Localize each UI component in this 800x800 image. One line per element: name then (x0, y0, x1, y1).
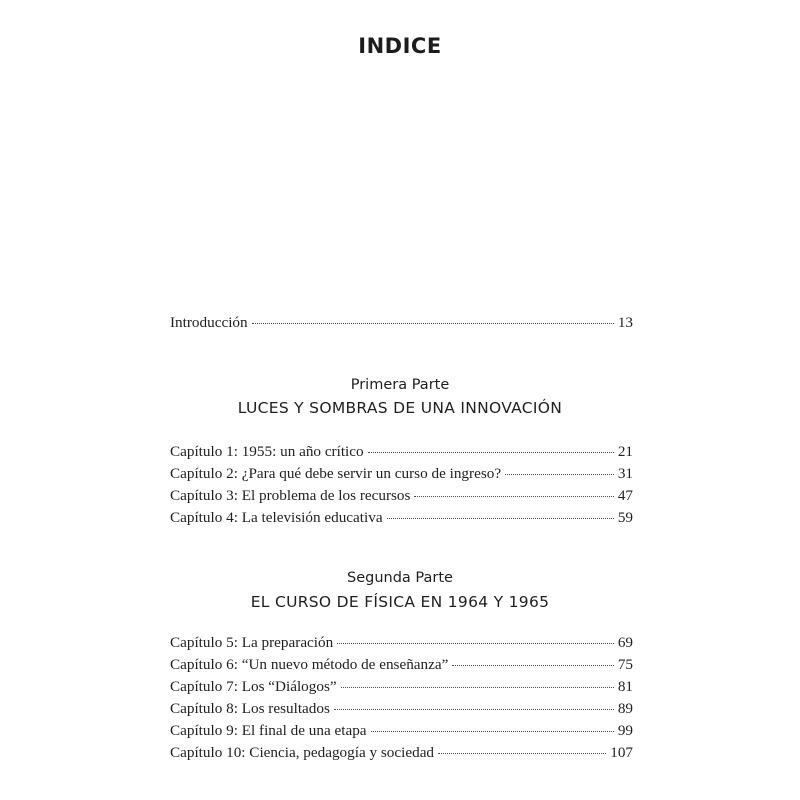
toc-entry-page: 47 (617, 487, 633, 504)
toc-entry-chapter-5 (170, 634, 633, 654)
toc-entry-page: 13 (617, 314, 633, 331)
toc-entry-chapter-8 (170, 700, 633, 720)
part-1-label: Primera Parte (350, 377, 450, 393)
toc-entry-label: Introducción (170, 314, 248, 331)
toc-entry-label: Capítulo 8: Los resultados (170, 700, 330, 717)
toc-entry-page: 75 (617, 656, 633, 673)
dot-leader (368, 452, 614, 453)
toc-entry-label: Capítulo 5: La preparación (170, 634, 334, 651)
dot-leader (387, 518, 614, 519)
part-2-title: EL CURSO DE FÍSICA EN 1964 Y 1965 (250, 593, 550, 611)
toc-entry-label: Capítulo 10: Ciencia, pedagogía y sociedad (170, 744, 435, 761)
toc-entry-page: 89 (617, 700, 633, 717)
toc-entry-page: 69 (617, 634, 633, 651)
toc-entry-chapter-2 (170, 465, 633, 485)
toc-entry-page: 107 (610, 744, 633, 761)
toc-entry-chapter-6 (170, 656, 633, 676)
dot-leader (452, 665, 613, 666)
page-title: INDICE (358, 34, 442, 58)
dot-leader (371, 731, 614, 732)
toc-entry-chapter-10 (170, 744, 633, 764)
toc-entry-page: 99 (617, 722, 633, 739)
toc-entry-label: Capítulo 3: El problema de los recursos (170, 487, 411, 504)
toc-entry-introduction (170, 314, 633, 334)
toc-entry-label: Capítulo 4: La televisión educativa (170, 509, 383, 526)
toc-entry-label: Capítulo 7: Los “Diálogos” (170, 678, 337, 695)
dot-leader (505, 474, 614, 475)
toc-entry-page: 81 (617, 678, 633, 695)
dot-leader (438, 753, 606, 754)
dot-leader (334, 709, 614, 710)
toc-entry-label: Capítulo 9: El final de una etapa (170, 722, 367, 739)
toc-entry-label: Capítulo 2: ¿Para qué debe servir un curso de ingreso? (170, 465, 502, 482)
toc-entry-chapter-4 (170, 509, 633, 529)
toc-entry-label: Capítulo 1: 1955: un año crítico (170, 443, 364, 460)
dot-leader (337, 643, 614, 644)
toc-entry-label: Capítulo 6: “Un nuevo método de enseñanza” (170, 656, 449, 673)
toc-entry-chapter-3 (170, 487, 633, 507)
part-2-label: Segunda Parte (347, 570, 453, 586)
dot-leader (414, 496, 613, 497)
toc-entry-chapter-7 (170, 678, 633, 698)
dot-leader (252, 323, 614, 324)
toc-entry-page: 59 (617, 509, 633, 526)
dot-leader (341, 687, 614, 688)
part-1-title: LUCES Y SOMBRAS DE UNA INNOVACIÓN (237, 399, 563, 417)
toc-entry-page: 31 (617, 465, 633, 482)
toc-entry-chapter-9 (170, 722, 633, 742)
toc-entry-chapter-1 (170, 443, 633, 463)
toc-entry-page: 21 (617, 443, 633, 460)
